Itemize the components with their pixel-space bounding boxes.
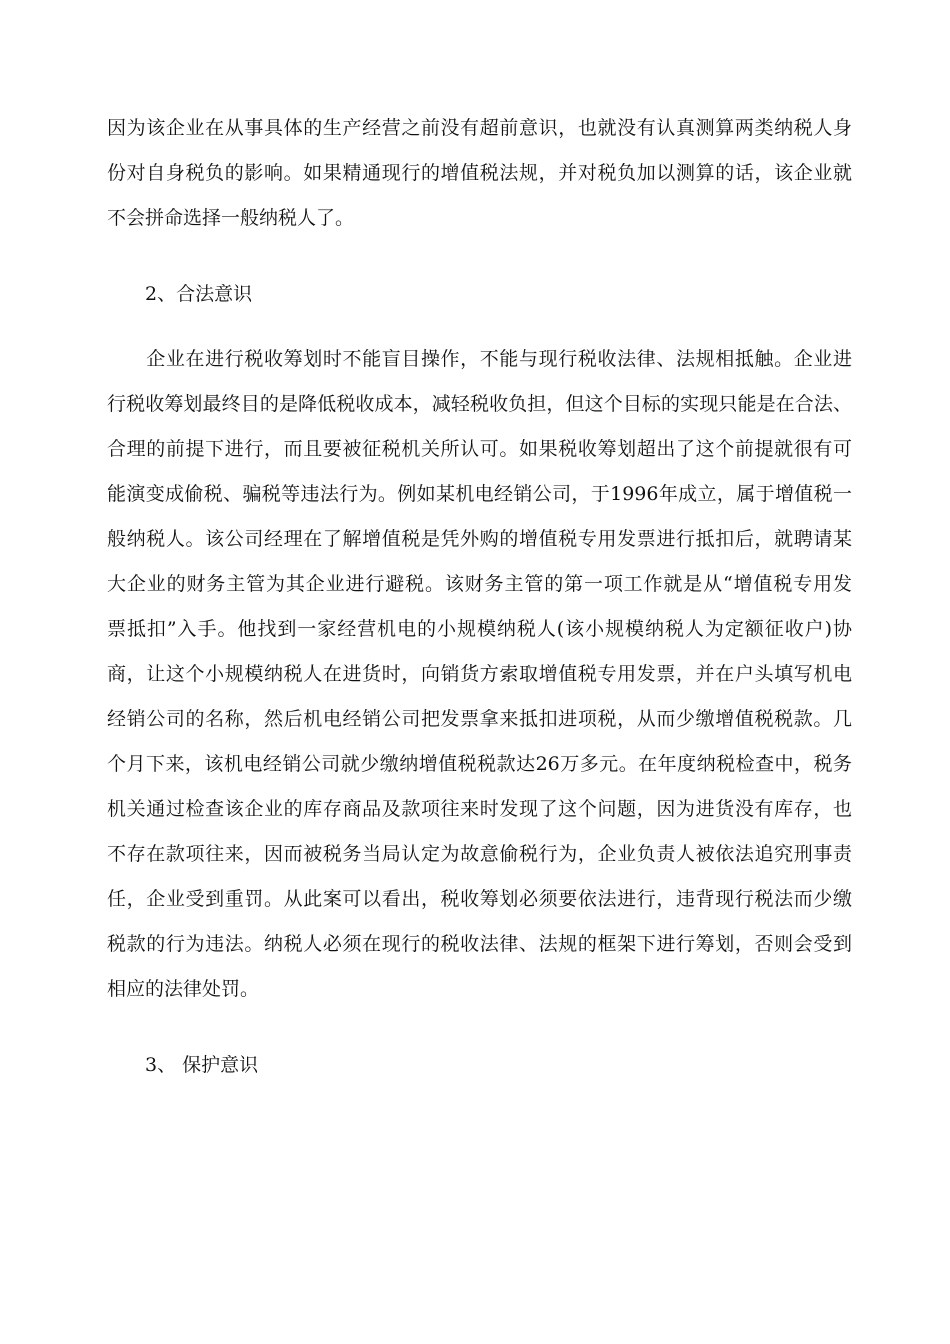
paragraph-2-line-2: 行税收筹划最终目的是降低税收成本，减轻税收负担，但这个目标的实现只能是在合法、 bbox=[107, 393, 852, 415]
paragraph-2-line-15: 相应的法律处罚。 bbox=[107, 978, 260, 1000]
section-heading-2: 2、合法意识 bbox=[145, 283, 253, 305]
paragraph-2-line-4: 能演变成偷税、骗税等违法行为。例如某机电经销公司，于1996年成立，属于增值税一 bbox=[107, 483, 852, 505]
paragraph-1-line-3: 不会拼命选择一般纳税人了。 bbox=[107, 207, 355, 229]
paragraph-2-line-7: 票抵扣”入手。他找到一家经营机电的小规模纳税人(该小规模纳税人为定额征收户)协 bbox=[107, 618, 852, 640]
paragraph-2-line-14: 税款的行为违法。纳税人必须在现行的税收法律、法规的框架下进行筹划，否则会受到 bbox=[107, 933, 852, 955]
paragraph-2-line-1: 企业在进行税收筹划时不能盲目操作，不能与现行税收法律、法规相抵触。企业进 bbox=[107, 348, 852, 370]
paragraph-2-line-11: 机关通过检查该企业的库存商品及款项往来时发现了这个问题，因为进货没有库存，也 bbox=[107, 798, 852, 820]
paragraph-2-line-13: 任，企业受到重罚。从此案可以看出，税收筹划必须要依法进行，违背现行税法而少缴 bbox=[107, 888, 852, 910]
paragraph-1-line-2: 份对自身税负的影响。如果精通现行的增值税法规，并对税负加以测算的话，该企业就 bbox=[107, 162, 852, 184]
paragraph-2-line-3: 合理的前提下进行，而且要被征税机关所认可。如果税收筹划超出了这个前提就很有可 bbox=[107, 438, 852, 460]
paragraph-2-line-12: 不存在款项往来，因而被税务当局认定为故意偷税行为，企业负责人被依法追究刑事责 bbox=[107, 843, 852, 865]
paragraph-2-line-8: 商，让这个小规模纳税人在进货时，向销货方索取增值税专用发票，并在户头填写机电 bbox=[107, 663, 852, 685]
section-heading-3: 3、 保护意识 bbox=[145, 1054, 259, 1076]
paragraph-2-line-9: 经销公司的名称，然后机电经销公司把发票拿来抵扣进项税，从而少缴增值税税款。几 bbox=[107, 708, 852, 730]
paragraph-2-line-5: 般纳税人。该公司经理在了解增值税是凭外购的增值税专用发票进行抵扣后，就聘请某 bbox=[107, 528, 852, 550]
paragraph-1-line-1: 因为该企业在从事具体的生产经营之前没有超前意识，也就没有认真测算两类纳税人身 bbox=[107, 117, 852, 139]
paragraph-2-line-10: 个月下来，该机电经销公司就少缴纳增值税税款达26万多元。在年度纳税检查中，税务 bbox=[107, 753, 852, 775]
paragraph-2-line-6: 大企业的财务主管为其企业进行避税。该财务主管的第一项工作就是从“增值税专用发 bbox=[107, 573, 852, 595]
